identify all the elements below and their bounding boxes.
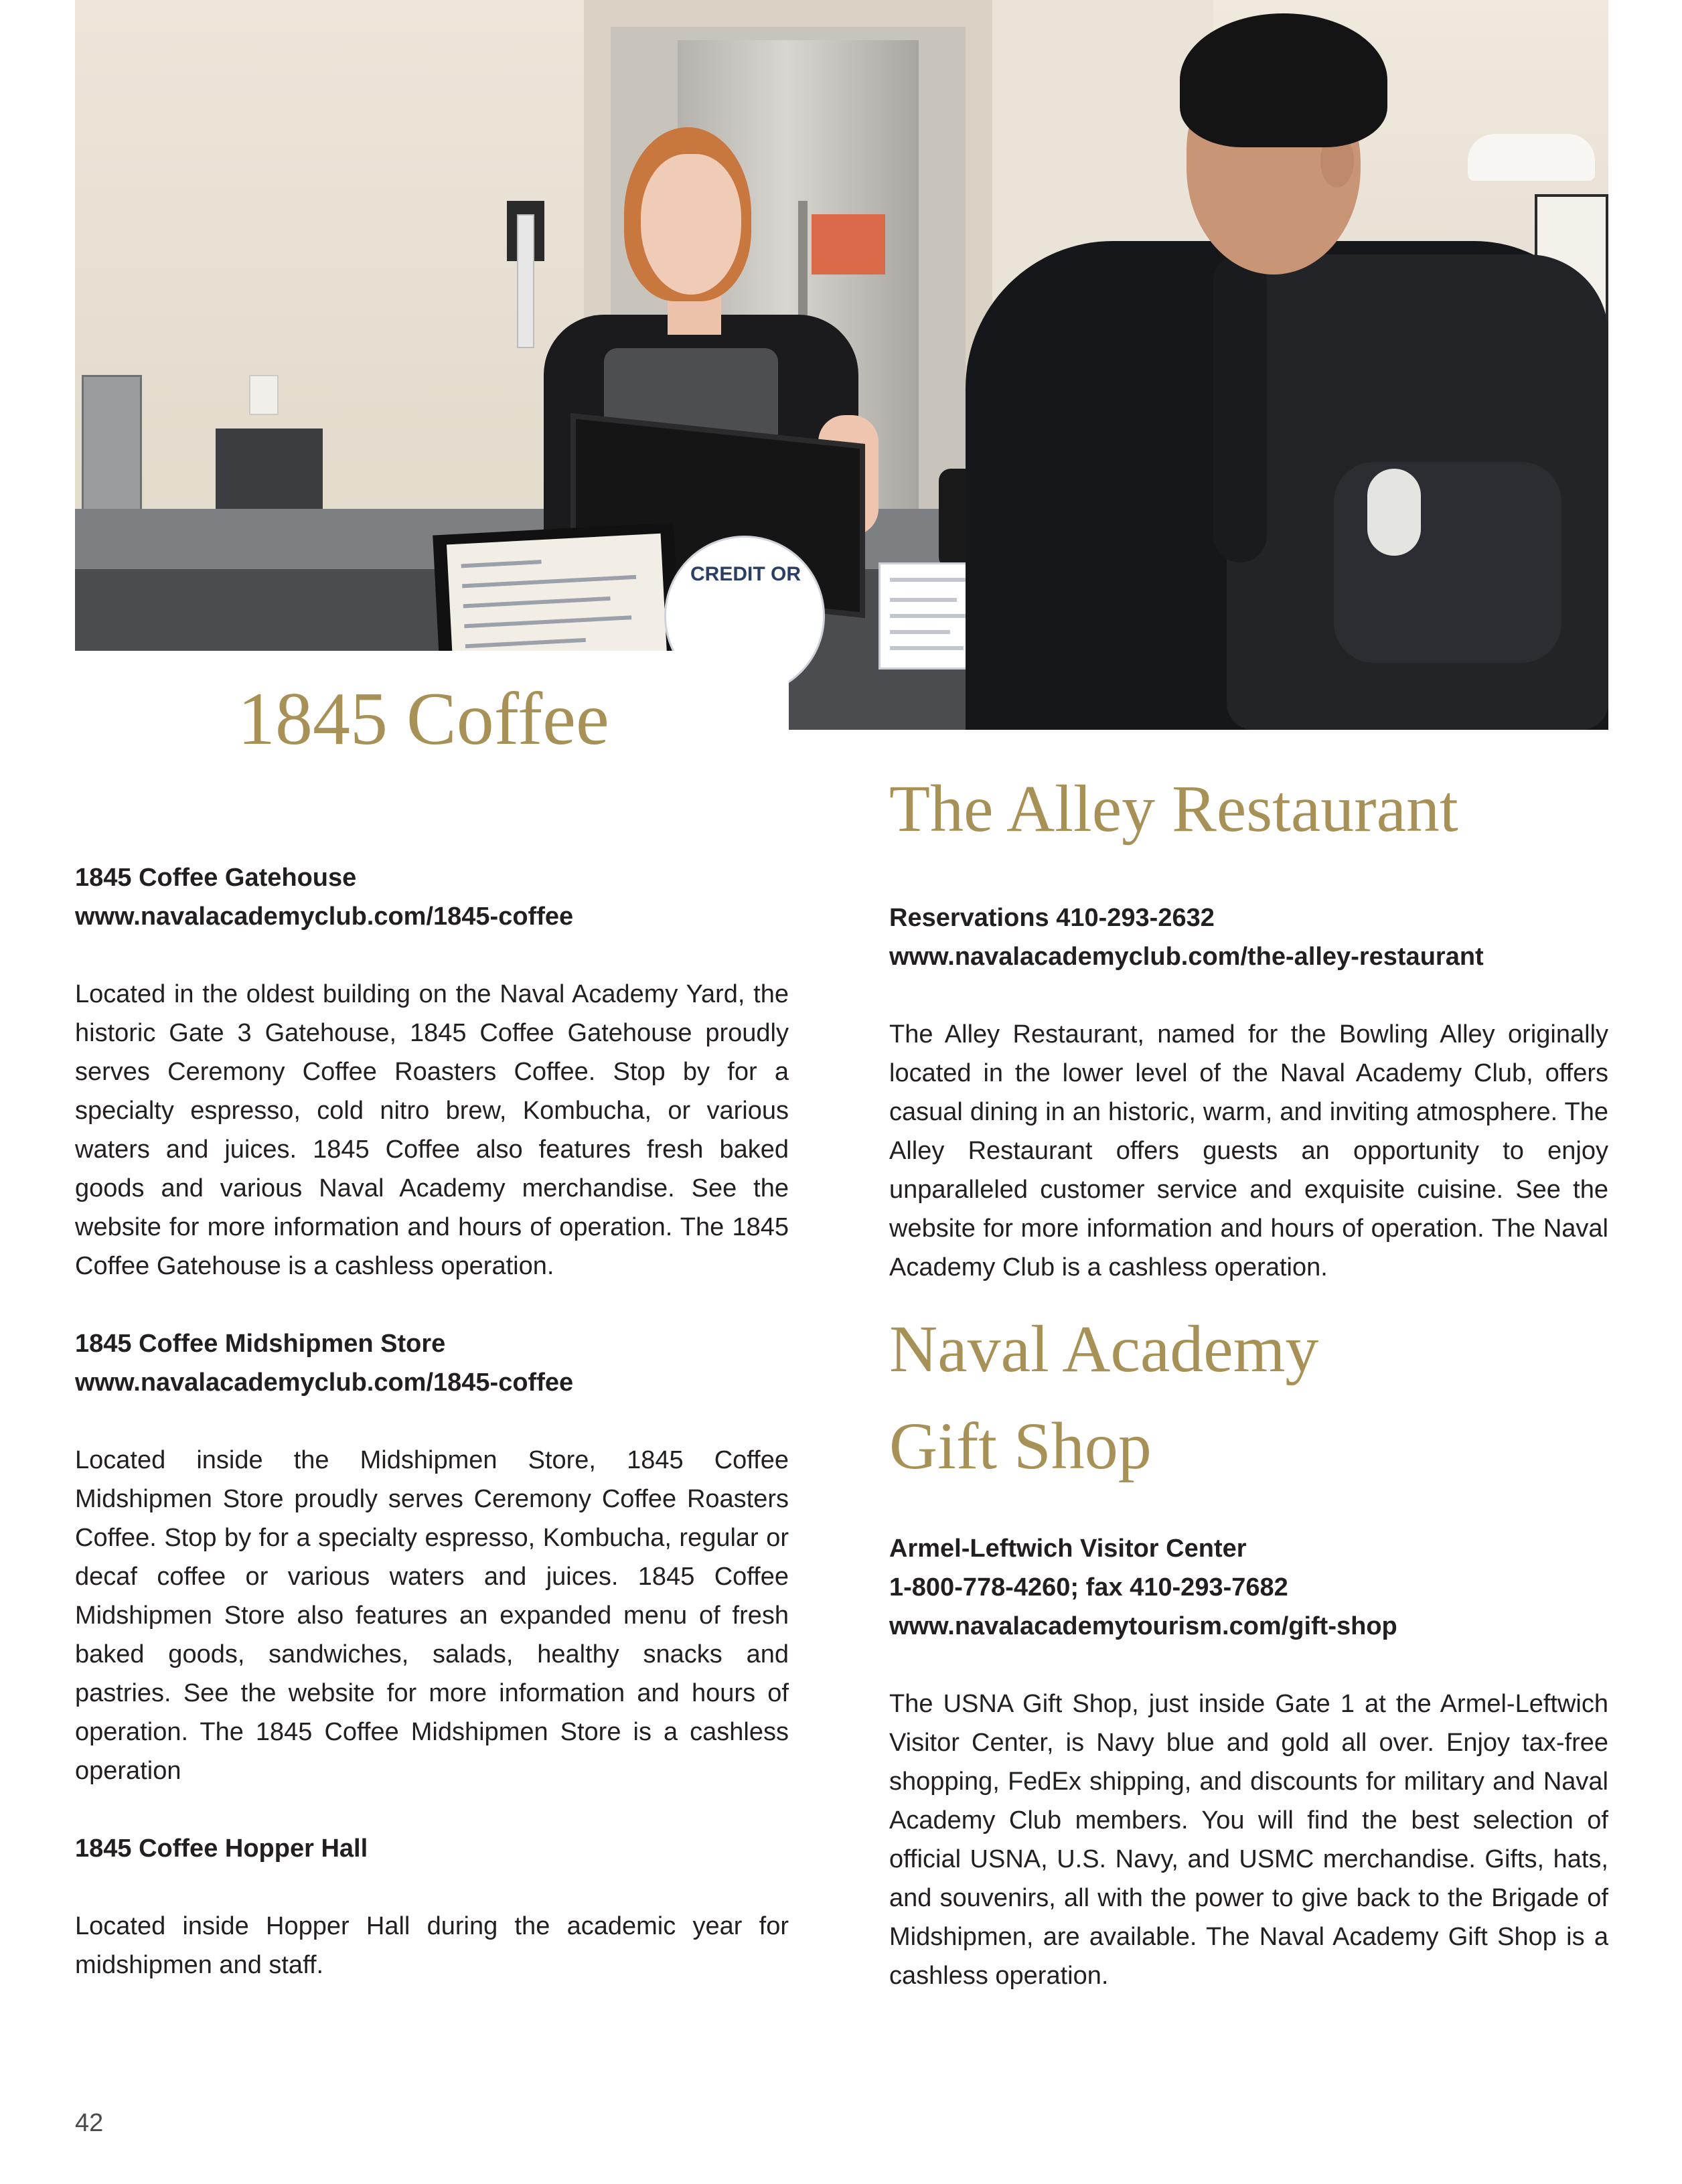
photo-nitro-tap [517,214,534,348]
credit-sign-text: CREDIT OR [690,563,801,585]
photo-wall [75,0,584,549]
gift-shop-heading [889,1300,1318,1494]
photo-backpack-item [1367,469,1421,556]
photo-barista-face [641,154,741,295]
gatehouse-name: 1845 Coffee Gatehouse [75,864,357,892]
hopper-hall-name: 1845 Coffee Hopper Hall [75,1835,368,1863]
photo-machine [216,428,323,522]
page-number: 42 [75,2109,104,2137]
alley-description: The Alley Restaurant, named for the Bowling Alley originally located in the lower level of the Naval Academy Club, offers casual dining in an historic, warm, and inviting atmosphere. The Alley Restaurant offers guests an opportunity to enjoy unparalleled customer service and exquisite cuisine. See the website for more information and hours of operation. The Naval Academy Club is a cashless operation. [889,1020,1608,1281]
gift-shop-heading-line2: Gift Shop [889,1409,1152,1483]
gift-shop-column [889,1529,1608,1995]
alley-reservations: Reservations 410-293-2632 [889,904,1215,932]
coffee-column [75,858,789,1984]
cafe-photo [75,0,1608,730]
midshipmen-store-description: Located inside the Midshipmen Store, 1845 Coffee Midshipmen Store proudly serves Ceremony Coffee Roasters Coffee. Stop by for a specialty espresso, Kombucha, regular or decaf coffee or various waters and juices. 1845 Coffee Midshipmen Store also features an expanded menu of fresh baked goods, sandwiches, salads, healthy snacks and pastries. See the website for more information and hours of operation. The 1845 Coffee Midshipmen Store is a cashless operation [75,1446,789,1785]
alley-heading: The Alley Restaurant [889,771,1458,846]
gift-shop-url[interactable]: www.navalacademytourism.com/gift-shop [889,1612,1397,1640]
photo-coffee-filters [1468,134,1595,181]
alley-url[interactable]: www.navalacademyclub.com/the-alley-restaurant [889,943,1484,971]
gatehouse-url[interactable]: www.navalacademyclub.com/1845-coffee [75,903,574,931]
gift-shop-phone: 1-800-778-4260; fax 410-293-7682 [889,1573,1288,1602]
midshipmen-store-url[interactable]: www.navalacademyclub.com/1845-coffee [75,1369,574,1397]
gift-shop-heading-line1: Naval Academy [889,1312,1319,1386]
alley-column [889,899,1608,1287]
photo-customer-hair [1180,13,1387,147]
photo-backpack-strap [1213,254,1267,562]
midshipmen-store-name: 1845 Coffee Midshipmen Store [75,1330,446,1358]
hopper-hall-description: Located inside Hopper Hall during the academic year for midshipmen and staff. [75,1912,789,1979]
photo-outlet [249,375,279,415]
gift-shop-location: Armel-Leftwich Visitor Center [889,1535,1247,1563]
gift-shop-description: The USNA Gift Shop, just inside Gate 1 at the Armel-Leftwich Visitor Center, is Navy blue and gold all over. Enjoy tax-free shopping, FedEx shipping, and discounts for military and Naval Academy Club members. You will find the best selection of official USNA, U.S. Navy, and USMC merchandise. Gifts, hats, and souvenirs, all with the power to give back to the Brigade of Midshipmen, are available. The Naval Academy Gift Shop is a cashless operation. [889,1690,1608,1990]
gatehouse-description: Located in the oldest building on the Naval Academy Yard, the historic Gate 3 Gatehouse, 1845 Coffee Gatehouse proudly serves Ceremony Coffee Roasters Coffee. Stop by for a specialty espresso, cold nitro brew, Kombucha, or various waters and juices. 1845 Coffee also features fresh baked goods and various Naval Academy merchandise. See the website for more information and hours of operation. The 1845 Coffee Gatehouse is a cashless operation. [75,980,789,1280]
coffee-heading: 1845 Coffee [238,678,609,761]
photo-red-sign [812,214,885,275]
